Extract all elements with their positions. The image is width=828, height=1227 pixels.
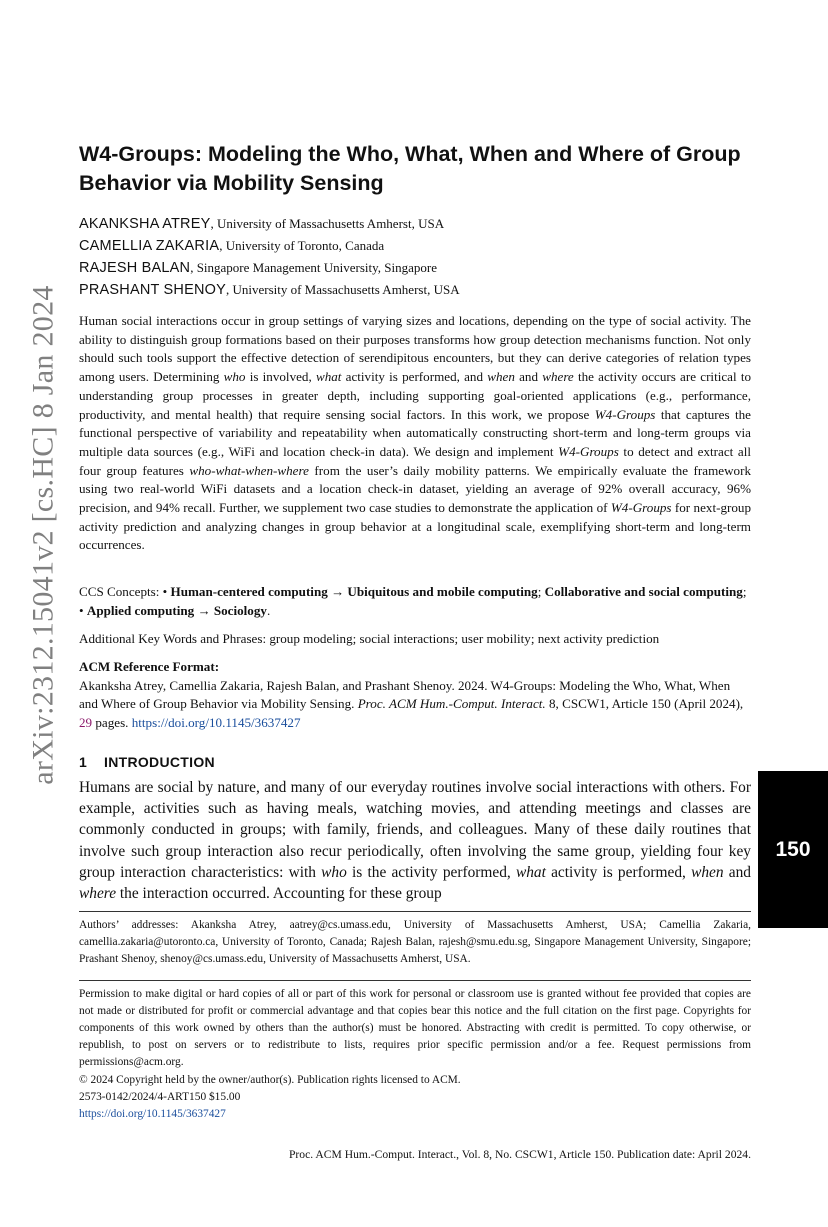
author-affiliation: , University of Massachusetts Amherst, USA bbox=[225, 282, 460, 297]
section-title: INTRODUCTION bbox=[104, 754, 215, 770]
author-entry bbox=[79, 257, 751, 279]
running-footer: Proc. ACM Hum.-Comput. Interact., Vol. 8, No. CSCW1, Article 150. Publication date: April 2024. bbox=[288, 1148, 751, 1161]
acm-reference-text: Akanksha Atrey, Camellia Zakaria, Rajesh Balan, and Prashant Shenoy. 2024. W4-Groups: Modeling the Who, What, When and Where of Group Behavior via Mobility Sensing. Proc. ACM Hum.-Comput. Interact. 8, CSCW1, Article 150 (April 2024), 29 pages. https://doi.org/10.1145/3637427 bbox=[79, 677, 744, 731]
paper-title: W4-Groups: Modeling the Who, What, When and Where of Group Behavior via Mobility Sensing bbox=[79, 142, 741, 195]
section-number: 1 bbox=[79, 754, 88, 770]
article-number-tab bbox=[758, 771, 828, 928]
keywords: Additional Key Words and Phrases: group modeling; social interactions; user mobility; next activity prediction bbox=[79, 631, 660, 646]
arxiv-identifier bbox=[24, 245, 64, 825]
footnote-doi-link[interactable]: https://doi.org/10.1145/3637427 bbox=[79, 1108, 226, 1120]
author-affiliation: , University of Toronto, Canada bbox=[219, 238, 385, 253]
permission-notice: Permission to make digital or hard copies of all or part of this work for personal or classroom use is granted without fee provided that copies are not made or distributed for profit or commercial advantage and that copies bear this notice and the full citation on the first page. Copyrights for components of this work owned by others than the author(s) must be honored. Abstracting with credit is permitted. To copy otherwise, or republish, to post on servers or to redistribute to lists, requires prior specific permission and/or a fee. Request permissions from permissions@acm.org. bbox=[79, 988, 751, 1068]
ccs-concepts: CCS Concepts: • Human-centered computing → Ubiquitous and mobile computing; Collaborative and social computing; • Applied computing → Sociology. bbox=[79, 584, 747, 618]
section-heading-introduction bbox=[79, 752, 215, 772]
issn-line: 2573-0142/2024/4-ART150 $15.00 bbox=[79, 1091, 241, 1103]
acm-reference-heading: ACM Reference Format: bbox=[79, 659, 220, 674]
copyright-line: © 2024 Copyright held by the owner/author(s). Publication rights licensed to ACM. bbox=[79, 1074, 461, 1086]
author-list bbox=[79, 213, 751, 301]
author-name: AKANKSHA ATREY bbox=[79, 216, 211, 232]
introduction-paragraph: Humans are social by nature, and many of our everyday routines involve social interactions with others. For example, activities such as having meals, watching movies, and attending meetings and classes are commonly conducted in groups; with family, friends, and colleagues. Many of these daily routines that involve such group interaction also recur periodically, often involving the same group, yielding four key group interaction characteristics: with who is the activity performed, what activity is performed, when and where the interaction occurred. Accounting for these group bbox=[79, 779, 751, 903]
author-affiliation: , Singapore Management University, Singapore bbox=[190, 260, 438, 275]
article-number: 150 bbox=[775, 837, 811, 861]
author-entry bbox=[79, 235, 751, 257]
doi-link[interactable]: https://doi.org/10.1145/3637427 bbox=[131, 715, 301, 731]
author-name: RAJESH BALAN bbox=[79, 260, 191, 276]
arxiv-identifier-text: arXiv:2312.15041v2 [cs.HC] 8 Jan 2024 bbox=[27, 285, 61, 785]
page-count-link[interactable]: 29 bbox=[79, 715, 93, 731]
authors-addresses: Authors’ addresses: Akanksha Atrey, aatrey@cs.umass.edu, University of Massachusetts Amherst, USA; Camellia Zakaria, camellia.zakaria@utoronto.ca, University of Toronto, Canada; Rajesh Balan, rajesh@smu.edu.sg, Singapore Management University, Singapore; Prashant Shenoy, shenoy@cs.umass.edu, University of Massachusetts Amherst, USA. bbox=[79, 919, 751, 965]
acm-reference-format bbox=[79, 658, 751, 733]
abstract: Human social interactions occur in group settings of varying sizes and locations, depending on the type of social activity. The ability to distinguish group formations based on their purposes transforms how group detection mechanisms function. Not only should such tools support the effective detection of serendipitous encounters, but they can derive categories of relation types among users. Determining who is involved, what activity is performed, and when and where the activity occurs are critical to understanding group processes in greater depth, including supporting goal-oriented applications (e.g., performance, productivity, and mental health) that require sensing social factors. In this work, we propose W4-Groups that captures the functional perspective of variability and repeatability when automatically constructing short-term and long-term groups via multiple data sources (e.g., WiFi and location check-in data). We design and implement W4-Groups to detect and extract all four group features who-what-when-where from the user’s daily mobility patterns. We empirically evaluate the framework using two real-world WiFi datasets and a location check-in dataset, yielding an average of 92% overall accuracy, 96% precision, and 94% recall. Further, we supplement two case studies to demonstrate the application of W4-Groups for next-group activity prediction and analyzing changes in group behavior at a longitudinal scale, exemplifying short-term and long-term occurrences. bbox=[79, 313, 752, 553]
author-entry bbox=[79, 279, 751, 301]
footnote-divider bbox=[79, 911, 751, 912]
author-entry bbox=[79, 213, 751, 235]
author-name: PRASHANT SHENOY bbox=[79, 282, 226, 298]
author-name: CAMELLIA ZAKARIA bbox=[79, 238, 220, 254]
footnote-divider bbox=[79, 980, 751, 981]
author-affiliation: , University of Massachusetts Amherst, USA bbox=[210, 216, 445, 231]
